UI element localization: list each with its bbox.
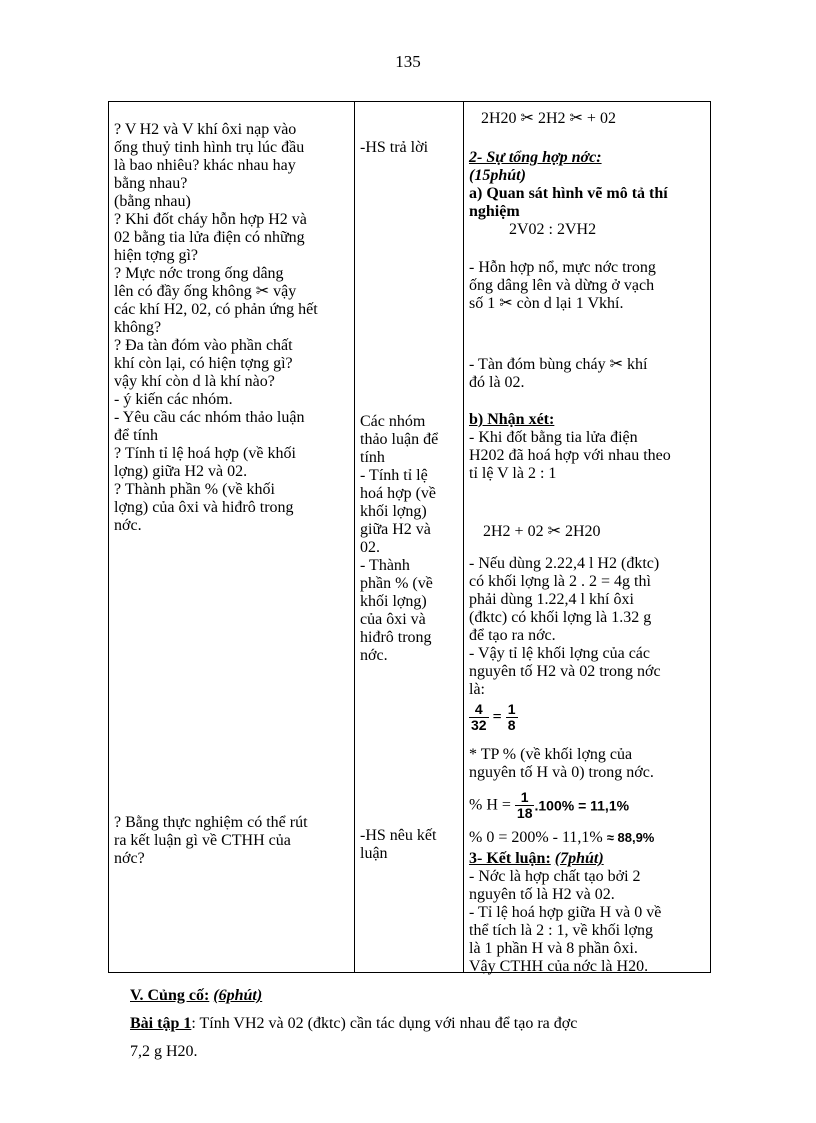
text-line: - Tỉ lệ hoá hợp giữa H và 0 về bbox=[469, 904, 662, 921]
text-line: tỉ lệ V là 2 : 1 bbox=[469, 465, 557, 482]
subsection-title-cont: nghiệm bbox=[469, 203, 520, 220]
section-time: (6phút) bbox=[213, 987, 263, 1004]
text-line: luận bbox=[360, 845, 388, 862]
teacher-questions bbox=[114, 121, 349, 535]
text-line: nớc. bbox=[114, 517, 142, 534]
text-line: -HS nêu kết bbox=[360, 827, 437, 844]
text-line: lên có đầy ống không ✂ vậy bbox=[114, 283, 297, 300]
subsection-title: a) Quan sát hình vẽ mô tả thí bbox=[469, 185, 668, 202]
text-line: - Tàn đóm bùng cháy ✂ khí bbox=[469, 356, 648, 373]
mass-calculation bbox=[469, 555, 707, 699]
fraction: $\frac{4}{32}$ bbox=[471, 701, 487, 733]
percent-o: % 0 = 200% - 11,1% ≈ 88,9% bbox=[469, 829, 655, 846]
text-line: (đktc) có khối lợng là 1.32 g bbox=[469, 609, 652, 626]
consolidation-section bbox=[130, 982, 577, 1066]
section-heading: V. Củng cố: bbox=[130, 987, 210, 1004]
text-line: các khí H2, 02, có phản ứng hết bbox=[114, 301, 318, 318]
text-line: nguyên tố H2 và 02 trong nớc bbox=[469, 663, 661, 680]
subsection-title: b) Nhận xét: bbox=[469, 411, 555, 428]
text-line: thảo luận để bbox=[360, 431, 439, 448]
section-time: (15phút) bbox=[469, 167, 526, 184]
text-line: hoá hợp (về bbox=[360, 485, 436, 502]
text-line: ống thuỷ tinh hình trụ lúc đầu bbox=[114, 139, 305, 156]
text-line: hiện tợng gì? bbox=[114, 247, 198, 264]
text-line: - Vậy tỉ lệ khối lợng của các bbox=[469, 645, 650, 662]
text-line: khối lợng) bbox=[360, 503, 427, 520]
column-divider bbox=[463, 102, 464, 972]
text-line: là: bbox=[469, 681, 485, 698]
text-line: không? bbox=[114, 319, 162, 336]
exercise-label: Bài tập 1 bbox=[130, 1015, 192, 1032]
text-line: (bằng nhau) bbox=[114, 193, 191, 210]
synthesis-reaction bbox=[469, 523, 707, 541]
text-line: tính bbox=[360, 449, 385, 466]
text-line: - Tính tỉ lệ bbox=[360, 467, 428, 484]
text-line: giữa H2 và bbox=[360, 521, 431, 538]
text-line: đó là 02. bbox=[469, 374, 525, 391]
text-line: - Thành bbox=[360, 557, 410, 574]
exercise-text: : Tính VH2 và 02 (đktc) cần tác dụng với nhau để tạo ra đợc bbox=[191, 1015, 578, 1032]
teacher-conclusion-question bbox=[114, 814, 349, 868]
text-line: * TP % (về khối lợng của bbox=[469, 746, 633, 763]
text-line: ra kết luận gì về CTHH của bbox=[114, 832, 291, 849]
text-line: nớc? bbox=[114, 850, 145, 867]
text-line: - Nếu dùng 2.22,4 l H2 (đktc) bbox=[469, 555, 660, 572]
percent-h: % H = $\frac{1}{18}$ .100% = 11,1% bbox=[469, 789, 630, 821]
fraction: $\frac{1}{8}$ bbox=[507, 701, 516, 733]
section-time: (7phút) bbox=[554, 850, 604, 867]
text-line: Vậy CTHH của nớc là H20. bbox=[469, 958, 649, 975]
text-line: 02 bằng tia lửa điện có những bbox=[114, 229, 305, 246]
text-line: ? Khi đốt cháy hỗn hợp H2 và bbox=[114, 211, 307, 228]
section-3 bbox=[469, 850, 707, 976]
text-line: - Yêu cầu các nhóm thảo luận bbox=[114, 409, 305, 426]
page-number: 135 bbox=[395, 52, 421, 71]
text-line: Các nhóm bbox=[360, 413, 426, 430]
decomposition-reaction bbox=[469, 110, 707, 128]
text-line: có khối lợng là 2 . 2 = 4g thì bbox=[469, 573, 651, 590]
text-line: để tạo ra nớc. bbox=[469, 627, 556, 644]
text-line: là bao nhiêu? khác nhau hay bbox=[114, 157, 296, 174]
text-line: ? Bằng thực nghiệm có thể rút bbox=[114, 814, 308, 831]
student-group-work bbox=[360, 413, 456, 665]
text-line: ? Đa tàn đóm vào phần chất bbox=[114, 337, 293, 354]
text-line: ống dâng lên và dừng ở vạch bbox=[469, 277, 655, 294]
text-line: 02. bbox=[360, 539, 380, 556]
text-line: - ý kiến các nhóm. bbox=[114, 391, 233, 408]
observation-1 bbox=[469, 259, 707, 313]
text-line: ? V H2 và V khí ôxi nạp vào bbox=[114, 121, 297, 138]
text-line: lợng) của ôxi và hiđrô trong bbox=[114, 499, 294, 516]
text-line: khí còn lại, có hiện tợng gì? bbox=[114, 355, 293, 372]
text-line: số 1 ✂ còn d lại 1 Vkhí. bbox=[469, 295, 624, 312]
text-line: của ôxi và bbox=[360, 611, 426, 628]
section-title: 3- Kết luận: bbox=[469, 850, 551, 867]
text-line: nớc. bbox=[360, 647, 388, 664]
student-answer bbox=[360, 139, 456, 157]
lesson-table bbox=[108, 101, 711, 973]
text-line: - Hỗn hợp nổ, mực nớc trong bbox=[469, 259, 656, 276]
text-line: phần % (về bbox=[360, 575, 433, 592]
text-line: bằng nhau? bbox=[114, 175, 188, 192]
mass-ratio-fraction: $\frac{4}{32}$ = $\frac{1}{8}$ bbox=[471, 701, 516, 733]
text-line: phải dùng 1.22,4 l khí ôxi bbox=[469, 591, 634, 608]
text-line: H202 đã hoá hợp với nhau theo bbox=[469, 447, 671, 464]
text-line: ? Tính tỉ lệ hoá hợp (về khối bbox=[114, 445, 296, 462]
observation-2 bbox=[469, 356, 707, 392]
text-line: ? Mực nớc trong ống dâng bbox=[114, 265, 284, 282]
composition-intro bbox=[469, 746, 707, 782]
section-2 bbox=[469, 149, 707, 239]
text-line: nguyên tố là H2 và 02. bbox=[469, 886, 615, 903]
volume-ratio: 2V02 : 2VH2 bbox=[509, 221, 597, 238]
remarks bbox=[469, 411, 707, 483]
exercise-text-cont: 7,2 g H20. bbox=[130, 1043, 198, 1060]
student-conclusion bbox=[360, 827, 456, 863]
column-divider bbox=[354, 102, 355, 972]
equation: 2H20 ✂ 2H2 ✂ + 02 bbox=[481, 110, 616, 127]
text-line: - Nớc là hợp chất tạo bởi 2 bbox=[469, 868, 641, 885]
section-title: 2- Sự tổng hợp nớc: bbox=[469, 149, 602, 166]
text-line: vậy khí còn d là khí nào? bbox=[114, 373, 275, 390]
fraction: $\frac{1}{18}$ bbox=[516, 789, 533, 821]
text-line: ? Thành phần % (về khối bbox=[114, 481, 275, 498]
text-line: là 1 phần H và 8 phần ôxi. bbox=[469, 940, 638, 957]
text-line: nguyên tố H và 0) trong nớc. bbox=[469, 764, 654, 781]
equation: 2H2 + 02 ✂ 2H20 bbox=[483, 523, 601, 540]
text-line: - Khi đốt bằng tia lửa điện bbox=[469, 429, 638, 446]
text-line: khối lợng) bbox=[360, 593, 427, 610]
text-line: để tính bbox=[114, 427, 158, 444]
text-line: lợng) giữa H2 và 02. bbox=[114, 463, 248, 480]
text-line: thể tích là 2 : 1, về khối lợng bbox=[469, 922, 653, 939]
text-line: hiđrô trong bbox=[360, 629, 432, 646]
text-line: -HS trả lời bbox=[360, 139, 429, 156]
